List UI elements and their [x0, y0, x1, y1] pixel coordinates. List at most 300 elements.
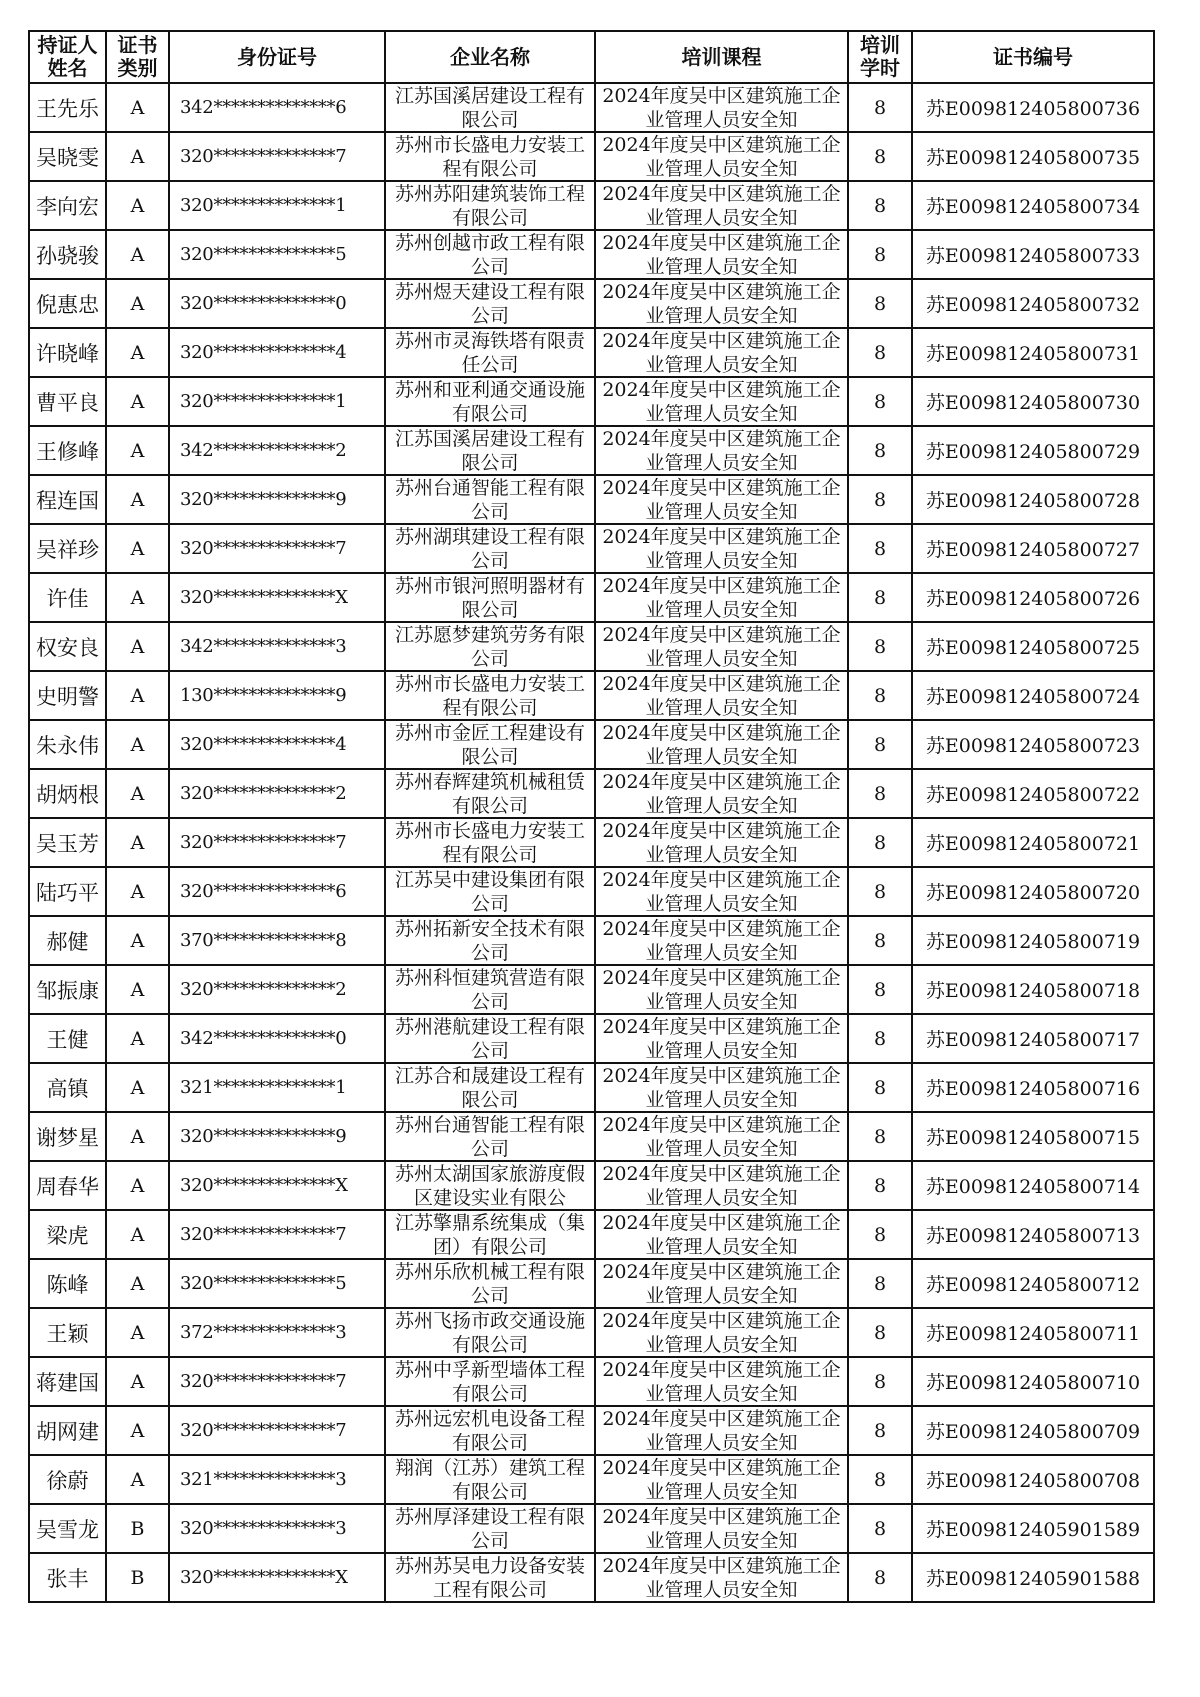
cell-holder-name: 王健 [29, 1014, 106, 1063]
header-id-number: 身份证号 [169, 31, 385, 83]
cell-id-number: 320**************9 [169, 1112, 385, 1161]
header-company: 企业名称 [385, 31, 595, 83]
cell-course-text: 2024年度吴中区建筑施工企业管理人员安全知 [602, 1555, 841, 1601]
cell-hours: 8 [848, 426, 912, 475]
cell-id-number: 370**************8 [169, 916, 385, 965]
cell-id-number: 321**************1 [169, 1063, 385, 1112]
cell-cert-type: A [106, 377, 169, 426]
cell-holder-name: 许晓峰 [29, 328, 106, 377]
cell-course-text: 2024年度吴中区建筑施工企业管理人员安全知 [602, 722, 841, 768]
cell-cert-number: 苏E009812405800727 [912, 524, 1154, 573]
cell-course-text: 2024年度吴中区建筑施工企业管理人员安全知 [602, 918, 841, 964]
cell-course-text: 2024年度吴中区建筑施工企业管理人员安全知 [602, 1016, 841, 1062]
cell-holder-name: 吴雪龙 [29, 1504, 106, 1553]
cell-holder-name: 吴玉芳 [29, 818, 106, 867]
table-row [29, 1210, 1154, 1259]
cell-holder-name: 梁虎 [29, 1210, 106, 1259]
cell-cert-type: A [106, 83, 169, 132]
cell-holder-name: 吴祥珍 [29, 524, 106, 573]
table-row [29, 671, 1154, 720]
cell-course [595, 328, 848, 377]
cell-course-text: 2024年度吴中区建筑施工企业管理人员安全知 [602, 379, 841, 425]
cell-hours: 8 [848, 279, 912, 328]
cell-company [385, 1455, 595, 1504]
cell-course [595, 1014, 848, 1063]
cell-id-number: 320**************2 [169, 965, 385, 1014]
cell-cert-type: A [106, 1455, 169, 1504]
cell-cert-type: A [106, 132, 169, 181]
cell-id-number: 320**************9 [169, 475, 385, 524]
cell-company-text: 苏州市银河照明器材有限公司 [394, 575, 585, 621]
cell-holder-name: 王颖 [29, 1308, 106, 1357]
cell-course [595, 622, 848, 671]
cell-company [385, 671, 595, 720]
cell-company-text: 江苏国溪居建设工程有限公司 [394, 85, 585, 131]
cell-hours: 8 [848, 769, 912, 818]
cell-course [595, 1161, 848, 1210]
certificate-table [28, 30, 1155, 1603]
cell-company [385, 1259, 595, 1308]
cell-id-number: 320**************1 [169, 377, 385, 426]
cell-holder-name: 朱永伟 [29, 720, 106, 769]
cell-course-text: 2024年度吴中区建筑施工企业管理人员安全知 [602, 1163, 841, 1209]
cell-company [385, 377, 595, 426]
cell-course-text: 2024年度吴中区建筑施工企业管理人员安全知 [602, 1212, 841, 1258]
cell-company-text: 江苏国溪居建设工程有限公司 [394, 428, 585, 474]
cell-company-text: 苏州创越市政工程有限公司 [394, 232, 585, 278]
table-row [29, 1063, 1154, 1112]
cell-id-number: 320**************7 [169, 1357, 385, 1406]
cell-cert-number: 苏E009812405800723 [912, 720, 1154, 769]
cell-cert-type: A [106, 622, 169, 671]
cell-course-text: 2024年度吴中区建筑施工企业管理人员安全知 [602, 526, 841, 572]
cell-cert-type: A [106, 573, 169, 622]
cell-course [595, 230, 848, 279]
cell-course-text: 2024年度吴中区建筑施工企业管理人员安全知 [602, 575, 841, 621]
cell-cert-type: B [106, 1504, 169, 1553]
cell-cert-number: 苏E009812405800735 [912, 132, 1154, 181]
cell-company [385, 1504, 595, 1553]
cell-cert-number: 苏E009812405800724 [912, 671, 1154, 720]
cell-cert-type: A [106, 230, 169, 279]
cell-course [595, 818, 848, 867]
cell-hours: 8 [848, 1455, 912, 1504]
cell-company [385, 818, 595, 867]
cell-course-text: 2024年度吴中区建筑施工企业管理人员安全知 [602, 1457, 841, 1503]
cell-hours: 8 [848, 83, 912, 132]
cell-company-text: 苏州春辉建筑机械租赁有限公司 [394, 771, 585, 817]
cell-course [595, 426, 848, 475]
table-row [29, 83, 1154, 132]
cell-hours: 8 [848, 1308, 912, 1357]
cell-company [385, 230, 595, 279]
table-row [29, 279, 1154, 328]
cell-company [385, 867, 595, 916]
cell-company-text: 苏州乐欣机械工程有限公司 [394, 1261, 585, 1307]
cell-id-number: 320**************0 [169, 279, 385, 328]
cell-company [385, 573, 595, 622]
cell-course [595, 475, 848, 524]
cell-company [385, 426, 595, 475]
cell-company-text: 苏州苏吴电力设备安装工程有限公司 [394, 1555, 585, 1601]
cell-company [385, 769, 595, 818]
cell-cert-number: 苏E009812405800708 [912, 1455, 1154, 1504]
cell-hours: 8 [848, 1161, 912, 1210]
cell-company-text: 苏州飞扬市政交通设施有限公司 [394, 1310, 585, 1356]
table-row [29, 1357, 1154, 1406]
cell-cert-number: 苏E009812405800730 [912, 377, 1154, 426]
cell-id-number: 342**************3 [169, 622, 385, 671]
cell-cert-number: 苏E009812405800736 [912, 83, 1154, 132]
cell-course [595, 1210, 848, 1259]
cell-company-text: 苏州市灵海铁塔有限责任公司 [394, 330, 585, 376]
cell-course [595, 965, 848, 1014]
cell-company-text: 翔润（江苏）建筑工程有限公司 [394, 1457, 585, 1503]
cell-company-text: 江苏吴中建设集团有限公司 [394, 869, 585, 915]
cell-course-text: 2024年度吴中区建筑施工企业管理人员安全知 [602, 1114, 841, 1160]
table-row [29, 1014, 1154, 1063]
cell-hours: 8 [848, 818, 912, 867]
cell-course [595, 181, 848, 230]
cell-cert-number: 苏E009812405800709 [912, 1406, 1154, 1455]
cell-cert-type: A [106, 1161, 169, 1210]
cell-company [385, 328, 595, 377]
cell-company [385, 475, 595, 524]
cell-company-text: 苏州台通智能工程有限公司 [394, 1114, 585, 1160]
header-cert-type: 证书 类别 [106, 31, 169, 83]
cell-course-text: 2024年度吴中区建筑施工企业管理人员安全知 [602, 1065, 841, 1111]
cell-cert-type: A [106, 475, 169, 524]
cell-course-text: 2024年度吴中区建筑施工企业管理人员安全知 [602, 183, 841, 229]
cell-company [385, 1161, 595, 1210]
cell-course [595, 524, 848, 573]
cell-course-text: 2024年度吴中区建筑施工企业管理人员安全知 [602, 330, 841, 376]
cell-hours: 8 [848, 671, 912, 720]
table-row [29, 181, 1154, 230]
cell-company-text: 江苏擎鼎系统集成（集团）有限公司 [394, 1212, 585, 1258]
header-hours: 培训 学时 [848, 31, 912, 83]
cell-cert-type: A [106, 916, 169, 965]
cell-cert-number: 苏E009812405800710 [912, 1357, 1154, 1406]
cell-company [385, 83, 595, 132]
cell-course-text: 2024年度吴中区建筑施工企业管理人员安全知 [602, 673, 841, 719]
cell-company-text: 苏州市长盛电力安装工程有限公司 [394, 134, 585, 180]
cell-hours: 8 [848, 1014, 912, 1063]
cell-cert-number: 苏E009812405800712 [912, 1259, 1154, 1308]
cell-course-text: 2024年度吴中区建筑施工企业管理人员安全知 [602, 232, 841, 278]
cell-cert-number: 苏E009812405901588 [912, 1553, 1154, 1602]
cell-company [385, 279, 595, 328]
cell-holder-name: 蒋建国 [29, 1357, 106, 1406]
cell-holder-name: 徐蔚 [29, 1455, 106, 1504]
cell-company-text: 苏州市长盛电力安装工程有限公司 [394, 673, 585, 719]
cell-holder-name: 邹振康 [29, 965, 106, 1014]
cell-cert-type: A [106, 181, 169, 230]
cell-hours: 8 [848, 1210, 912, 1259]
cell-id-number: 320**************1 [169, 181, 385, 230]
cell-cert-type: B [106, 1553, 169, 1602]
cell-holder-name: 谢梦星 [29, 1112, 106, 1161]
cell-hours: 8 [848, 622, 912, 671]
cell-cert-type: A [106, 1014, 169, 1063]
cell-id-number: 342**************6 [169, 83, 385, 132]
cell-company-text: 苏州湖琪建设工程有限公司 [394, 526, 585, 572]
cell-course-text: 2024年度吴中区建筑施工企业管理人员安全知 [602, 1261, 841, 1307]
cell-holder-name: 史明警 [29, 671, 106, 720]
cell-company-text: 苏州科恒建筑营造有限公司 [394, 967, 585, 1013]
cell-cert-type: A [106, 867, 169, 916]
cell-course [595, 916, 848, 965]
table-row [29, 524, 1154, 573]
cell-hours: 8 [848, 1357, 912, 1406]
cell-id-number: 320**************7 [169, 1210, 385, 1259]
cell-cert-type: A [106, 1308, 169, 1357]
cell-course-text: 2024年度吴中区建筑施工企业管理人员安全知 [602, 820, 841, 866]
cell-cert-number: 苏E009812405800733 [912, 230, 1154, 279]
cell-holder-name: 王先乐 [29, 83, 106, 132]
cell-course [595, 671, 848, 720]
cell-course [595, 720, 848, 769]
cell-course-text: 2024年度吴中区建筑施工企业管理人员安全知 [602, 477, 841, 523]
cell-cert-number: 苏E009812405800731 [912, 328, 1154, 377]
cell-course [595, 377, 848, 426]
cell-holder-name: 倪惠忠 [29, 279, 106, 328]
cell-id-number: 320**************6 [169, 867, 385, 916]
cell-company-text: 苏州市长盛电力安装工程有限公司 [394, 820, 585, 866]
cell-hours: 8 [848, 328, 912, 377]
cell-cert-type: A [106, 524, 169, 573]
cell-hours: 8 [848, 1063, 912, 1112]
cell-company [385, 1014, 595, 1063]
cell-company-text: 苏州港航建设工程有限公司 [394, 1016, 585, 1062]
cell-holder-name: 郝健 [29, 916, 106, 965]
cell-company-text: 苏州和亚利通交通设施有限公司 [394, 379, 585, 425]
cell-hours: 8 [848, 1553, 912, 1602]
cell-id-number: 372**************3 [169, 1308, 385, 1357]
cell-company [385, 1063, 595, 1112]
cell-course [595, 279, 848, 328]
cell-course-text: 2024年度吴中区建筑施工企业管理人员安全知 [602, 1310, 841, 1356]
cell-course [595, 132, 848, 181]
cell-id-number: 320**************7 [169, 132, 385, 181]
cell-holder-name: 曹平良 [29, 377, 106, 426]
cell-company-text: 江苏合和晟建设工程有限公司 [394, 1065, 585, 1111]
cell-cert-number: 苏E009812405800714 [912, 1161, 1154, 1210]
table-row [29, 1455, 1154, 1504]
cell-hours: 8 [848, 573, 912, 622]
cell-hours: 8 [848, 965, 912, 1014]
table-row [29, 328, 1154, 377]
cell-holder-name: 吴晓雯 [29, 132, 106, 181]
cell-hours: 8 [848, 377, 912, 426]
cell-company [385, 720, 595, 769]
cell-course [595, 1112, 848, 1161]
cell-company-text: 苏州拓新安全技术有限公司 [394, 918, 585, 964]
cell-cert-number: 苏E009812405800729 [912, 426, 1154, 475]
cell-company [385, 916, 595, 965]
cell-cert-type: A [106, 1063, 169, 1112]
cell-course-text: 2024年度吴中区建筑施工企业管理人员安全知 [602, 771, 841, 817]
cell-course-text: 2024年度吴中区建筑施工企业管理人员安全知 [602, 967, 841, 1013]
cell-cert-type: A [106, 1406, 169, 1455]
cell-hours: 8 [848, 1406, 912, 1455]
cell-cert-number: 苏E009812405901589 [912, 1504, 1154, 1553]
cell-cert-number: 苏E009812405800713 [912, 1210, 1154, 1259]
cell-course [595, 867, 848, 916]
cell-hours: 8 [848, 867, 912, 916]
table-row [29, 1308, 1154, 1357]
table-row [29, 230, 1154, 279]
cell-company [385, 622, 595, 671]
cell-id-number: 320**************X [169, 1161, 385, 1210]
cell-cert-number: 苏E009812405800711 [912, 1308, 1154, 1357]
table-row [29, 1259, 1154, 1308]
cell-holder-name: 陆巧平 [29, 867, 106, 916]
cell-company-text: 苏州苏阳建筑装饰工程有限公司 [394, 183, 585, 229]
cell-hours: 8 [848, 916, 912, 965]
cell-cert-number: 苏E009812405800734 [912, 181, 1154, 230]
cell-holder-name: 孙骁骏 [29, 230, 106, 279]
table-row [29, 769, 1154, 818]
cell-cert-number: 苏E009812405800719 [912, 916, 1154, 965]
cell-holder-name: 高镇 [29, 1063, 106, 1112]
cell-company [385, 1210, 595, 1259]
cell-id-number: 320**************7 [169, 524, 385, 573]
cell-course-text: 2024年度吴中区建筑施工企业管理人员安全知 [602, 1506, 841, 1552]
table-row [29, 965, 1154, 1014]
cell-id-number: 320**************X [169, 573, 385, 622]
cell-holder-name: 许佳 [29, 573, 106, 622]
cell-holder-name: 胡网建 [29, 1406, 106, 1455]
cell-company [385, 1112, 595, 1161]
cell-course [595, 1063, 848, 1112]
cell-holder-name: 王修峰 [29, 426, 106, 475]
cell-cert-number: 苏E009812405800725 [912, 622, 1154, 671]
cell-holder-name: 权安良 [29, 622, 106, 671]
cell-course-text: 2024年度吴中区建筑施工企业管理人员安全知 [602, 281, 841, 327]
table-header [29, 31, 1154, 83]
cell-holder-name: 周春华 [29, 1161, 106, 1210]
cell-cert-type: A [106, 965, 169, 1014]
cell-id-number: 342**************2 [169, 426, 385, 475]
table-row [29, 426, 1154, 475]
cell-company-text: 苏州市金匠工程建设有限公司 [394, 722, 585, 768]
header-course: 培训课程 [595, 31, 848, 83]
cell-company-text: 江苏愿梦建筑劳务有限公司 [394, 624, 585, 670]
cell-holder-name: 程连国 [29, 475, 106, 524]
cell-course [595, 1308, 848, 1357]
cell-cert-number: 苏E009812405800718 [912, 965, 1154, 1014]
cell-id-number: 320**************2 [169, 769, 385, 818]
cell-cert-type: A [106, 1259, 169, 1308]
table-row [29, 377, 1154, 426]
cell-cert-number: 苏E009812405800720 [912, 867, 1154, 916]
cell-company [385, 524, 595, 573]
cell-hours: 8 [848, 181, 912, 230]
cell-course [595, 1357, 848, 1406]
cell-holder-name: 陈峰 [29, 1259, 106, 1308]
cell-cert-number: 苏E009812405800721 [912, 818, 1154, 867]
cell-holder-name: 张丰 [29, 1553, 106, 1602]
table-row [29, 475, 1154, 524]
cell-company [385, 1553, 595, 1602]
cell-cert-number: 苏E009812405800717 [912, 1014, 1154, 1063]
cell-cert-number: 苏E009812405800732 [912, 279, 1154, 328]
cell-id-number: 342**************0 [169, 1014, 385, 1063]
cell-cert-number: 苏E009812405800726 [912, 573, 1154, 622]
cell-cert-type: A [106, 769, 169, 818]
cell-company-text: 苏州中孚新型墙体工程有限公司 [394, 1359, 585, 1405]
cell-company [385, 1406, 595, 1455]
cell-cert-type: A [106, 1210, 169, 1259]
cell-course-text: 2024年度吴中区建筑施工企业管理人员安全知 [602, 1359, 841, 1405]
cell-id-number: 130**************9 [169, 671, 385, 720]
cell-course [595, 1455, 848, 1504]
cell-company-text: 苏州厚泽建设工程有限公司 [394, 1506, 585, 1552]
cell-company [385, 965, 595, 1014]
cell-hours: 8 [848, 230, 912, 279]
cell-course-text: 2024年度吴中区建筑施工企业管理人员安全知 [602, 869, 841, 915]
table-row [29, 916, 1154, 965]
table-row [29, 132, 1154, 181]
header-cert-number: 证书编号 [912, 31, 1154, 83]
cell-holder-name: 李向宏 [29, 181, 106, 230]
cell-id-number: 320**************4 [169, 720, 385, 769]
table-row [29, 1553, 1154, 1602]
header-name: 持证人 姓名 [29, 31, 106, 83]
cell-id-number: 320**************5 [169, 230, 385, 279]
table-row [29, 818, 1154, 867]
cell-course [595, 1504, 848, 1553]
cell-company [385, 181, 595, 230]
cell-id-number: 320**************4 [169, 328, 385, 377]
cell-cert-type: A [106, 818, 169, 867]
cell-hours: 8 [848, 1259, 912, 1308]
cell-course [595, 1259, 848, 1308]
cell-cert-type: A [106, 279, 169, 328]
cell-company [385, 1357, 595, 1406]
cell-company-text: 苏州太湖国家旅游度假区建设实业有限公 [394, 1163, 585, 1209]
cell-hours: 8 [848, 475, 912, 524]
cell-id-number: 320**************3 [169, 1504, 385, 1553]
table-row [29, 720, 1154, 769]
table-row [29, 573, 1154, 622]
cell-hours: 8 [848, 720, 912, 769]
cell-course [595, 1553, 848, 1602]
table-row [29, 622, 1154, 671]
table-body [29, 83, 1154, 1602]
cell-course [595, 769, 848, 818]
table-row [29, 867, 1154, 916]
cell-hours: 8 [848, 1112, 912, 1161]
cell-course [595, 83, 848, 132]
cell-company-text: 苏州远宏机电设备工程有限公司 [394, 1408, 585, 1454]
cell-cert-number: 苏E009812405800722 [912, 769, 1154, 818]
cell-holder-name: 胡炳根 [29, 769, 106, 818]
cell-cert-number: 苏E009812405800715 [912, 1112, 1154, 1161]
table-row [29, 1161, 1154, 1210]
cell-course-text: 2024年度吴中区建筑施工企业管理人员安全知 [602, 85, 841, 131]
cell-company-text: 苏州煜天建设工程有限公司 [394, 281, 585, 327]
cell-hours: 8 [848, 1504, 912, 1553]
cell-hours: 8 [848, 132, 912, 181]
cell-course [595, 1406, 848, 1455]
cell-id-number: 320**************7 [169, 818, 385, 867]
cell-hours: 8 [848, 524, 912, 573]
cell-company [385, 1308, 595, 1357]
cell-course-text: 2024年度吴中区建筑施工企业管理人员安全知 [602, 624, 841, 670]
cell-course-text: 2024年度吴中区建筑施工企业管理人员安全知 [602, 428, 841, 474]
